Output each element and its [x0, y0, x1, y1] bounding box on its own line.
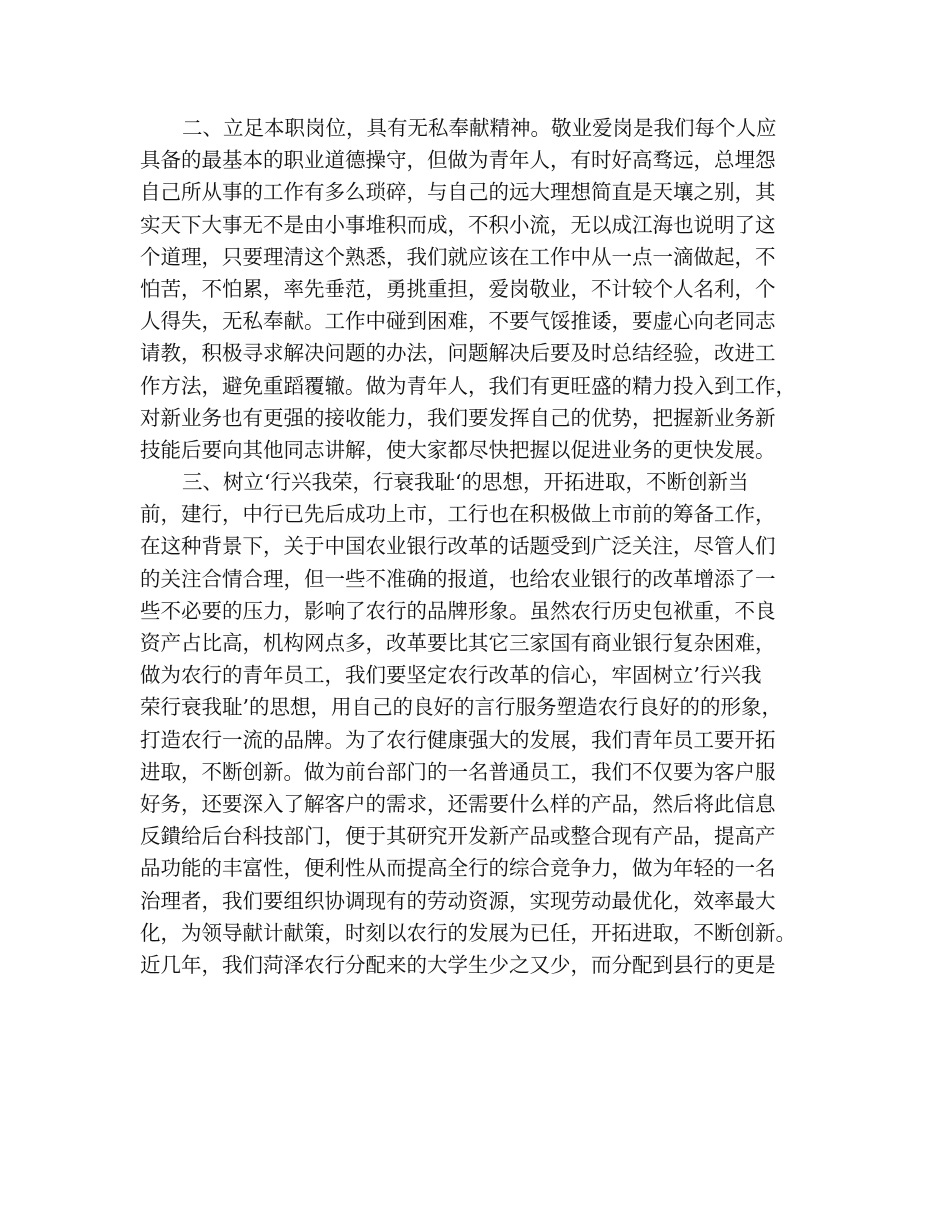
text-line: 二、立足本职岗位，具有无私奉献精神。敬业爱岗是我们每个人应 — [182, 116, 777, 140]
text-line: 个道理，只要理清这个熟悉，我们就应该在工作中从一点一滴做起，不 — [140, 244, 776, 269]
text-line: 做为农行的青年员工，我们要坚定农行改革的信心，牢固树立’行兴我 — [140, 663, 762, 688]
text-line: 前，建行，中行已先后成功上市，工行也在积极做上市前的筹备工作， — [140, 502, 776, 527]
text-line: 技能后要向其他同志讲解，使大家都尽快把握以促进业务的更快发展。 — [140, 437, 776, 462]
text-line: 作方法，避免重蹈覆辙。做为青年人，我们有更旺盛的精力投入到工作， — [140, 373, 796, 398]
text-line: 好务，还要深入了解客户的需求，还需要什么样的产品，然后将此信息 — [140, 791, 776, 816]
text-line: 具备的最基本的职业道德操守，但做为青年人，有时好高骛远，总埋怨 — [140, 148, 776, 173]
text-line: 在这种背景下，关于中国农业银行改革的话题受到广泛关注，尽管人们 — [140, 534, 776, 559]
paragraph-2 — [140, 112, 830, 466]
text-line: 荣行衰我耻’的思想，用自己的良好的言行服务塑造农行良好的的形象， — [140, 695, 783, 720]
text-line: 近几年，我们菏泽农行分配来的大学生少之又少，而分配到县行的更是 — [140, 952, 776, 977]
text-line: 化，为领导献计献策，时刻以农行的发展为已任，开拓进取，不断创新。 — [140, 920, 796, 945]
text-line: 品功能的丰富性，便利性从而提高全行的综合竞争力，做为年轻的一名 — [140, 856, 776, 881]
document-body — [140, 112, 830, 981]
text-line: 些不必要的压力，影响了农行的品牌形象。虽然农行历史包袱重，不良 — [140, 598, 776, 623]
text-line: 反鐀给后台科技部门，便于其研究开发新产品或整合现有产品，提高产 — [140, 824, 776, 849]
paragraph-3 — [140, 466, 830, 981]
text-line: 实天下大事无不是由小事堆积而成，不积小流，无以成江海也说明了这 — [140, 212, 776, 237]
text-line: 请教，积极寻求解决问题的办法，问题解决后要及时总结经验，改进工 — [140, 341, 776, 366]
text-line: 怕苦，不怕累，率先垂范，勇挑重担，爱岗敬业，不计较个人名利，个 — [140, 276, 776, 301]
text-line: 三、树立‘行兴我荣，行衰我耻‘的思想，开拓进取，不断创新当 — [182, 470, 749, 495]
text-line: 人得失，无私奉献。工作中碰到困难，不要气馁推诿，要虚心向老同志 — [140, 309, 776, 334]
text-line: 资产占比高，机构网点多，改革要比其它三家国有商业银行复杂困难， — [140, 631, 776, 655]
text-line: 进取，不断创新。做为前台部门的一名普通员工，我们不仅要为客户服 — [140, 759, 776, 784]
text-line: 对新业务也有更强的接收能力，我们要发挥自己的优势，把握新业务新 — [140, 405, 776, 430]
text-line: 治理者，我们要组织协调现有的劳动资源，实现劳动最优化，效率最大 — [140, 888, 776, 913]
text-line: 打造农行一流的品牌。为了农行健康强大的发展，我们青年员工要开拓 — [140, 727, 776, 752]
text-line: 自己所从事的工作有多么琐碎，与自己的远大理想简直是天壤之别，其 — [140, 180, 776, 205]
text-line: 的关注合情合理，但一些不准确的报道，也给农业银行的改革增添了一 — [140, 566, 776, 591]
